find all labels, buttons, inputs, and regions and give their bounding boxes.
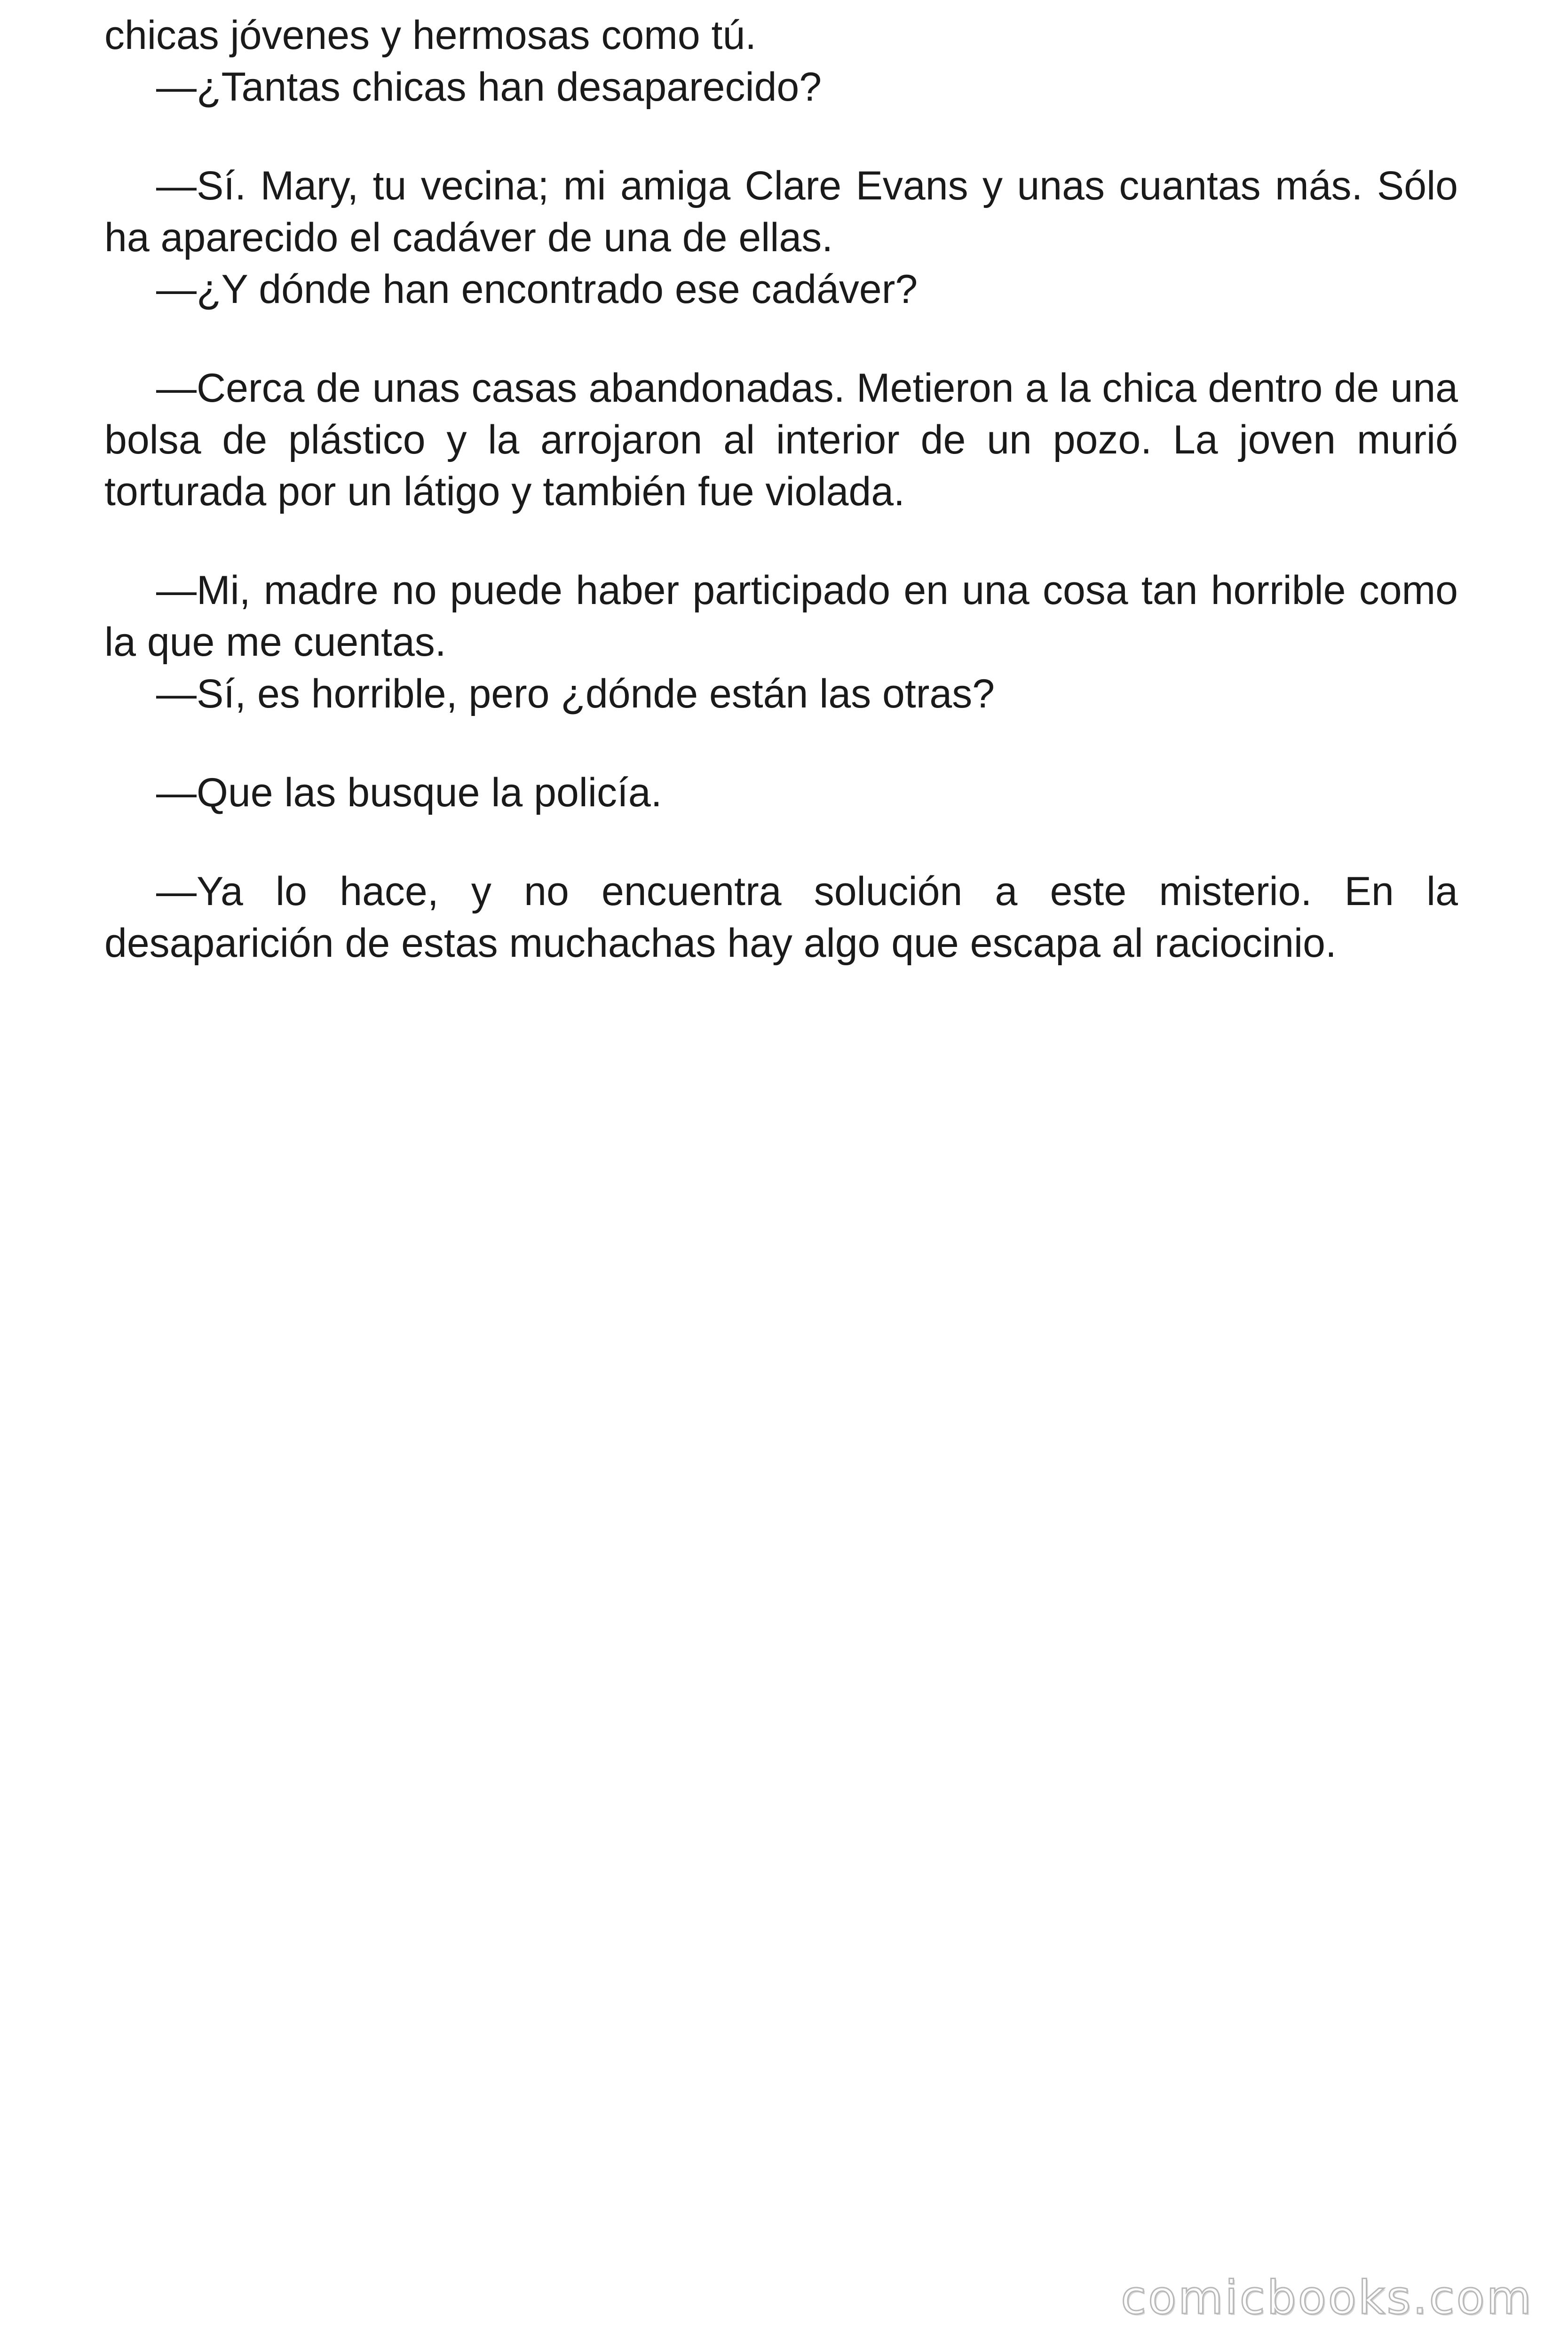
paragraph-2: —¿Tantas chicas han desaparecido? — [156, 64, 822, 110]
paragraph-3: —Sí. Mary, tu vecina; mi amiga Clare Evans y unas cuantas más. Sólo ha aparecido el cadáver de una de ellas. — [104, 163, 1458, 260]
paragraph-8: —Que las busque la policía. — [156, 770, 662, 815]
paragraph-5: —Cerca de unas casas abandonadas. Metieron a la chica dentro de una bolsa de plástico y la arrojaron al interior de un pozo. La joven murió torturada por un látigo y también fue violada. — [104, 366, 1458, 514]
paragraph-1: chicas jóvenes y hermosas como tú. — [104, 13, 757, 58]
paragraph-6: —Mi, madre no puede haber participado en una cosa tan horrible como la que me cuentas. — [104, 568, 1458, 665]
paragraph-9: —Ya lo hace, y no encuentra solución a este misterio. En la desaparición de estas muchachas hay algo que escapa al raciocinio. — [104, 869, 1458, 966]
body-text — [104, 9, 1458, 969]
watermark: comicbooks.com — [1121, 2271, 1533, 2325]
paragraph-7: —Sí, es horrible, pero ¿dónde están las otras? — [156, 671, 995, 716]
paragraph-4: —¿Y dónde han encontrado ese cadáver? — [156, 267, 918, 312]
